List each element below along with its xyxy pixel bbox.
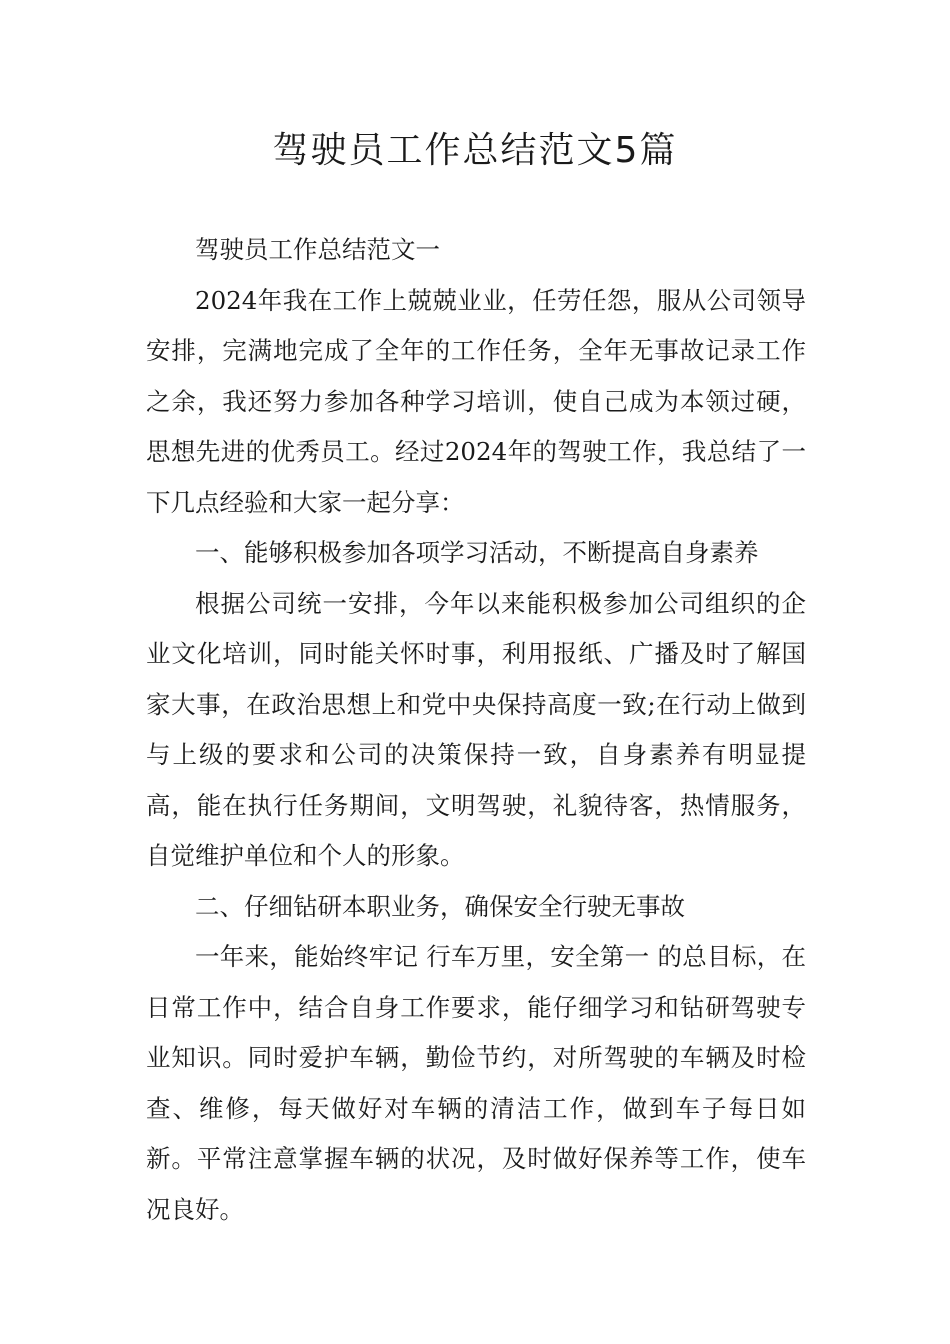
section-heading-1: 一、能够积极参加各项学习活动，不断提高自身素养 [195,538,759,567]
body-paragraph-2: 一年来，能始终牢记 行车万里，安全第一 的总目标，在日常工作中，结合自身工作要求，能仔细学习和钻研驾驶专业知识。同时爱护车辆，勤俭节约，对所驾驶的车辆及时检查、维修，每天做好对车辆的清洁工作，做到车子每日如新。平常注意掌握车辆的状况，及时做好保养等工作，使车况良好。 [146,942,806,1224]
document-title: 驾驶员工作总结范文5篇 [272,130,678,171]
document-body [146,225,806,1235]
body-paragraph-1: 根据公司统一安排，今年以来能积极参加公司组织的企业文化培训，同时能关怀时事，利用报纸、广播及时了解国家大事，在政治思想上和党中央保持高度一致;在行动上做到与上级的要求和公司的决策保持一致，自身素养有明显提高，能在执行任务期间，文明驾驶，礼貌待客，热情服务，自觉维护单位和个人的形象。 [146,588,806,870]
section-title: 驾驶员工作总结范文一 [195,235,440,264]
intro-paragraph: 2024年我在工作上兢兢业业，任劳任怨，服从公司领导安排，完满地完成了全年的工作任务，全年无事故记录工作之余，我还努力参加各种学习培训，使自己成为本领过硬，思想先进的优秀员工。经过2024年的驾驶工作，我总结了一下几点经验和大家一起分享： [146,285,806,517]
section-heading-2: 二、仔细钻研本职业务，确保安全行驶无事故 [195,891,685,921]
